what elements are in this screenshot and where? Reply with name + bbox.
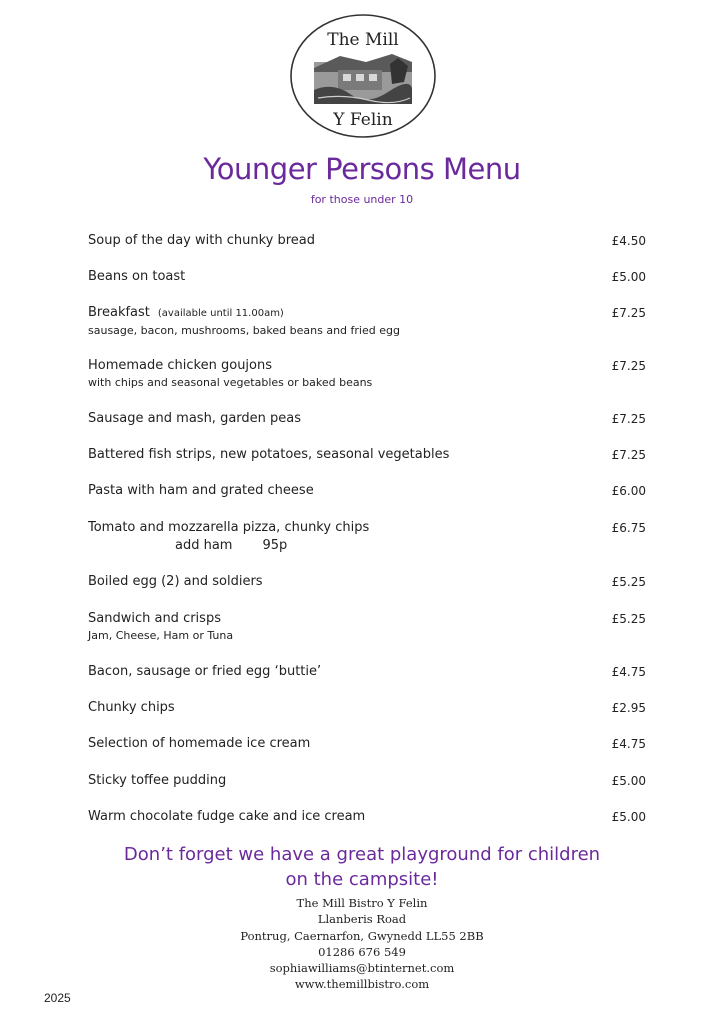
menu-item-name: Sandwich and crisps [88, 611, 221, 626]
menu-item-price: £7.25 [611, 412, 646, 426]
menu-item-name: Bacon, sausage or fried egg ‘buttie’ [88, 664, 322, 679]
mill-logo [288, 12, 438, 140]
menu-item-name: Homemade chicken goujons [88, 358, 273, 373]
menu-item-price: £4.75 [611, 737, 646, 751]
menu-item-name: Soup of the day with chunky bread [88, 233, 315, 248]
extra-price: 95p [262, 538, 288, 553]
menu-item [88, 573, 648, 591]
menu-list [88, 232, 648, 832]
menu-item-price: £7.25 [611, 448, 646, 462]
playground-note-line-1: Don’t forget we have a great playground for children [123, 844, 601, 865]
menu-item-note: (available until 11.00am) [157, 308, 284, 319]
logo-text-top: The Mill [327, 30, 399, 50]
menu-item [88, 446, 648, 464]
menu-item-name: Boiled egg (2) and soldiers [88, 574, 263, 589]
mill-building-illustration [314, 54, 412, 104]
logo-text-bottom: Y Felin [333, 110, 393, 130]
menu-item [88, 482, 648, 500]
year-label: 2025 [44, 991, 71, 1005]
menu-item-price: £5.00 [611, 270, 646, 284]
business-name: The Mill Bistro Y Felin [296, 896, 428, 910]
menu-item [88, 808, 648, 826]
menu-item-description: Jam, Cheese, Ham or Tuna [88, 629, 234, 642]
menu-item-name: Chunky chips [88, 700, 175, 715]
page-subtitle: for those under 10 [310, 193, 414, 206]
email-address: sophiawilliams@btinternet.com [269, 961, 455, 976]
menu-item-price: £5.25 [611, 612, 646, 626]
menu-item [88, 410, 648, 428]
menu-item-name: Breakfast [88, 305, 150, 320]
menu-item [88, 772, 648, 790]
menu-item [88, 519, 648, 555]
menu-item-name: Warm chocolate fudge cake and ice cream [88, 809, 366, 824]
website: www.themillbistro.com [294, 977, 430, 992]
menu-item-name: Beans on toast [88, 269, 186, 284]
menu-item-name: Pasta with ham and grated cheese [88, 483, 314, 498]
menu-item-description: sausage, bacon, mushrooms, baked beans and fried egg [88, 324, 400, 337]
menu-item [88, 304, 648, 339]
menu-item-name: Battered fish strips, new potatoes, seasonal vegetables [88, 447, 450, 462]
menu-item [88, 663, 648, 681]
menu-item [88, 610, 648, 644]
menu-item-price: £4.75 [611, 665, 646, 679]
menu-item [88, 268, 648, 286]
phone-number: 01286 676 549 [318, 944, 406, 959]
town-postcode: Pontrug, Caernarfon, Gwynedd LL55 2BB [240, 928, 484, 943]
playground-note-line-2: on the campsite! [285, 869, 439, 890]
menu-item-price: £5.25 [611, 575, 646, 589]
menu-item-price: £2.95 [611, 701, 646, 715]
menu-item-extra [88, 537, 648, 555]
menu-item [88, 735, 648, 753]
menu-item-name: Sausage and mash, garden peas [88, 411, 302, 426]
menu-item [88, 699, 648, 717]
menu-item-price: £5.00 [611, 774, 646, 788]
menu-item-description: with chips and seasonal vegetables or baked beans [88, 376, 373, 389]
menu-item-name: Sticky toffee pudding [88, 773, 227, 788]
address-block [0, 895, 724, 993]
menu-item-name: Selection of homemade ice cream [88, 736, 311, 751]
menu-item [88, 232, 648, 250]
menu-item-price: £4.50 [611, 234, 646, 248]
extra-label: add ham [175, 538, 233, 553]
menu-item [88, 357, 648, 391]
menu-item-price: £6.75 [611, 521, 646, 535]
menu-item-price: £7.25 [611, 306, 646, 320]
street: Llanberis Road [317, 912, 407, 927]
menu-item-name: Tomato and mozzarella pizza, chunky chips [88, 520, 370, 535]
menu-item-price: £5.00 [611, 810, 646, 824]
menu-item-price: £7.25 [611, 359, 646, 373]
page-title: Younger Persons Menu [203, 152, 521, 186]
playground-note [0, 842, 724, 892]
menu-item-price: £6.00 [611, 484, 646, 498]
